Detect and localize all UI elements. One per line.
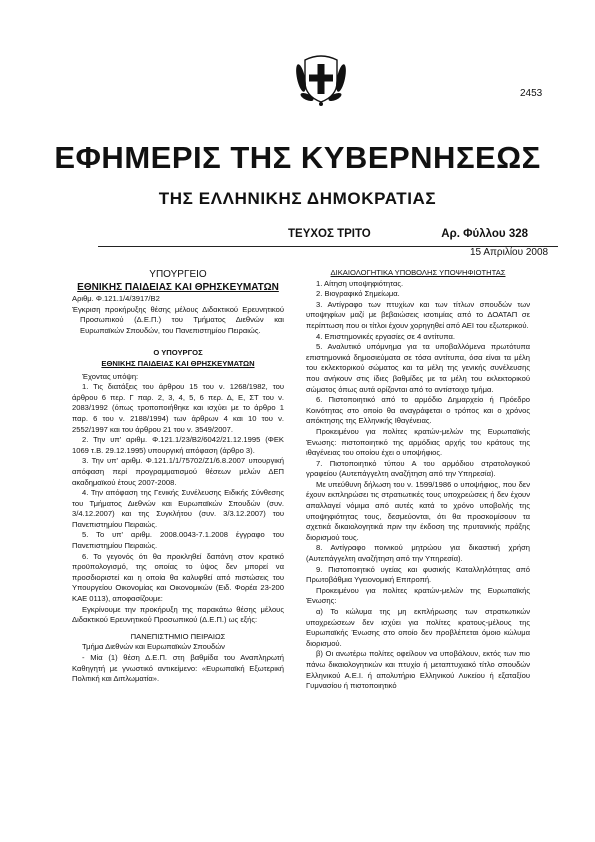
ministry-line-2: ΕΘΝΙΚΗΣ ΠΑΙΔΕΙΑΣ ΚΑΙ ΘΡΗΣΚΕΥΜΑΤΩΝ — [77, 282, 279, 293]
paragraph: 1. Τις διατάξεις του άρθρου 15 του ν. 1268/1982, του άρθρου 6 περ. Γ παρ. 2, 3, 4, 5, 6 περ. Δ, Ε, ΣΤ του ν. 2083/1992 (όπως τροποποιήθηκε και ισχύει με το άρθρο 1 παρ. 6 του ν. 2188/1994) των άρθρων 4 και 10 του ν. 2552/1997 και του άρθρου 21 του ν. 3549/2007. — [72, 382, 284, 434]
issue-label: ΤΕΥΧΟΣ ΤΡΙΤΟ — [288, 228, 371, 240]
paragraph: 9. Πιστοποιητικό υγείας και φυσικής Καταλληλότητας από Πρωτοβάθμια Υγειονομική Επιτροπή. — [306, 564, 530, 585]
greek-coat-of-arms-emblem-icon — [291, 48, 351, 108]
paragraph: Προκειμένου για πολίτες κρατών-μελών της Ευρωπαϊκής Ένωσης: πιστοποιητικό της αρμόδιας αρχής του κράτους της ιθαγένειας του οποίου έχει ο υποψήφιος. — [306, 426, 530, 458]
position-description: - Μία (1) θέση Δ.Ε.Π. στη βαθμίδα του Αναπληρωτή Καθηγητή με γνωστικό αντικείμενο: «Ευρωπαϊκή Εξωτερική Πολιτική και Διπλωματία». — [72, 653, 284, 684]
paragraph: Εγκρίνουμε την προκήρυξη της παρακάτω θέσης μέλους Διδακτικού Ερευνητικού Προσωπικού (Δ.Ε.Π.) ως εξής: — [72, 604, 284, 625]
paragraph: 4. Επιστημονικές εργασίες σε 4 αντίτυπα. — [316, 331, 455, 341]
ministry-line-1: ΥΠΟΥΡΓΕΙΟ — [149, 269, 207, 280]
university-heading: ΠΑΝΕΠΙΣΤΗΜΙΟ ΠΕΙΡΑΙΩΣ — [130, 631, 226, 641]
gazette-subtitle: ΤΗΣ ΕΛΛΗΝΙΚΗΣ ΔΗΜΟΚΡΑΤΙΑΣ — [158, 189, 437, 208]
sheet-number: 328 — [508, 228, 528, 240]
minister-line-1: Ο ΥΠΟΥΡΓΟΣ — [153, 348, 203, 358]
department-name: Τμήμα Διεθνών και Ευρωπαϊκών Σπουδών — [82, 642, 225, 652]
paragraph: 7. Πιστοποιητικό τύπου Α του αρμόδιου στρατολογικού γραφείου (Αυτεπάγγελτη αναζήτηση από την Υπηρεσία). — [306, 458, 530, 479]
having-regard: Έχοντας υπόψη: — [82, 371, 139, 381]
paragraph: Με υπεύθυνη δήλωση του ν. 1599/1986 ο υποψήφιος, που δεν έχουν εκπληρώσει τις στρατιωτικές τους υποχρεώσεις ή δεν έχουν απαλλαγεί νόμιμα από αυτές κατά το χρόνο υποβολής της υποψηφιότητας τους, δεσμεύονται, ότι θα προσκομίσουν τα σχετικά δικαιολογητικά πριν την έκδοση της πρυτανικής πράξης διορισμού τους. — [306, 479, 530, 542]
paragraph: 2. Την υπ' αριθμ. Φ.121.1/23/Β2/6042/21.12.1995 (ΦΕΚ 1069 τ.Β. 29.12.1995) υπουργική απόφαση (άρθρο 3). — [72, 435, 284, 455]
issue-date: 15 Απριλίου 2008 — [470, 247, 549, 258]
paragraph: 3. Την υπ' αριθμ. Φ.121.1/1/75702/Ζ1/6.8.2007 υπουργική απόφαση περί προγραμματισμού θέσεων μελών ΔΕΠ ακαδημαϊκού έτους 2007-2008. — [72, 456, 284, 487]
issue-row — [98, 228, 558, 244]
paragraph: β) Οι ανωτέρω πολίτες οφείλουν να υποβάλουν, εκτός των πιο πάνω δικαιολογητικών και πτυχίο ή μεταπτυχιακό τίτλο σπουδών Ελληνικού Α.Ε.Ι. ή απολυτήριο Ελληνικού Λυκείου ή εξαταξίου Γυμνασίου ή πιστοποιητικό — [306, 649, 530, 691]
paragraph: α) Το κώλυμα της μη εκπλήρωσης των στρατιωτικών υποχρεώσεων δεν ισχύει για πολίτες κρατους-μέλους της Ευρωπαϊκής Ένωσης στο οποίο δεν προβλέπεται όμοιο κώλυμα διορισμού. — [306, 607, 530, 648]
paragraph: 5. Αναλυτικό υπόμνημα για τα υποβαλλόμενα πρωτότυπα επιστημονικά δημοσιεύματα σε τόσα αντίτυπα, όσα είναι τα μέλη του εκλεκτορικού σώματος και τα μέλη της γενικής συνέλευσης που ανήκουν στις ίδιες βαθμίδες με τα μέλη του εκλεκτορικού σώματος όπως αυτά ορίζονται από το αντίστοιχο τμήμα. — [306, 342, 530, 394]
paragraph: 6. Πιστοποιητικό από το αρμόδιο Δημαρχείο ή Πρόεδρο Κοινότητας στο οποίο θα αναγράφεται ο τρόπος και ο χρόνος απόκτησης της Ελληνικής Ιθαγένειας. — [306, 395, 530, 426]
paragraph: Προκειμένου για πολίτες κρατών-μελών της Ευρωπαϊκής Ένωσης: — [306, 585, 530, 606]
documents-heading: ΔΙΚΑΙΟΛΟΓΗΤΙΚΑ ΥΠΟΒΟΛΗΣ ΥΠΟΨΗΦΙΟΤΗΤΑΣ — [330, 268, 506, 277]
gazette-title: ΕΦΗΜΕΡΙΣ ΤΗΣ ΚΥΒΕΡΝΗΣΕΩΣ — [54, 140, 541, 175]
sheet-label-text: Αρ. Φύλλου — [441, 228, 506, 240]
paragraph: 3. Αντίγραφο των πτυχίων και των τίτλων σπουδών των υποψηφίων μαζί με βεβαιώσεις ισοτιμίας από το ΔΟΑΤΑΠ σε περίπτωση που οι τίτλοι έχουν χορηγηθεί από ΑΕΙ του εξωτερικού. — [306, 299, 530, 330]
sheet-number-label — [441, 228, 528, 240]
left-column — [72, 268, 284, 685]
minister-line-2: ΕΘΝΙΚΗΣ ΠΑΙΔΕΙΑΣ ΚΑΙ ΘΡΗΣΚΕΥΜΑΤΩΝ — [101, 358, 255, 368]
right-column — [306, 268, 530, 692]
paragraph: 6. Το γεγονός ότι θα προκληθεί δαπάνη στον κρατικό προϋπολογισμό, της οποίας το ύψος δεν μπορεί να προσδιοριστεί και η οποία θα καλυφθεί από πιστώσεις του Υπουργείου Οικονομίας και Οικονομικών (Ειδ. Φορέα 23-200 ΚΑΕ 0113), αποφασίζουμε: — [72, 551, 284, 604]
decision-summary: Έγκριση προκήρυξης θέσης μέλους Διδακτικού Ερευνητικού Προσωπικού (Δ.Ε.Π.) του Τμήματος Διεθνών και Ευρωπαϊκών Σπουδών, του Πανεπιστημίου Πειραιώς. — [72, 304, 284, 335]
paragraph: 4. Την απόφαση της Γενικής Συνέλευσης Ειδικής Σύνθεσης του Τμήματος Διεθνών και Ευρωπαϊκών Σπουδών (συν. 3/4.12.2007) και της Συγκλήτου (συν. 3/3.12.2007) του Πανεπιστημίου Πειραιώς. — [72, 488, 284, 529]
page-number: 2453 — [520, 88, 543, 99]
paragraph: 2. Βιογραφικό Σημείωμα. — [316, 289, 400, 299]
paragraph: 8. Αντίγραφο ποινικού μητρώου για δικαστική χρήση (Αυτεπάγγελτη αναζήτηση από την Υπηρεσία). — [306, 543, 530, 564]
paragraph: 1. Αίτηση υποψηφιότητας. — [316, 278, 404, 288]
paragraph: 5. Το υπ' αριθμ. 2008.0043-7.1.2008 έγγραφο του Πανεπιστημίου Πειραιώς. — [72, 530, 284, 551]
decision-id: Αριθμ. Φ.121.1/4/3917/Β2 — [72, 294, 160, 303]
